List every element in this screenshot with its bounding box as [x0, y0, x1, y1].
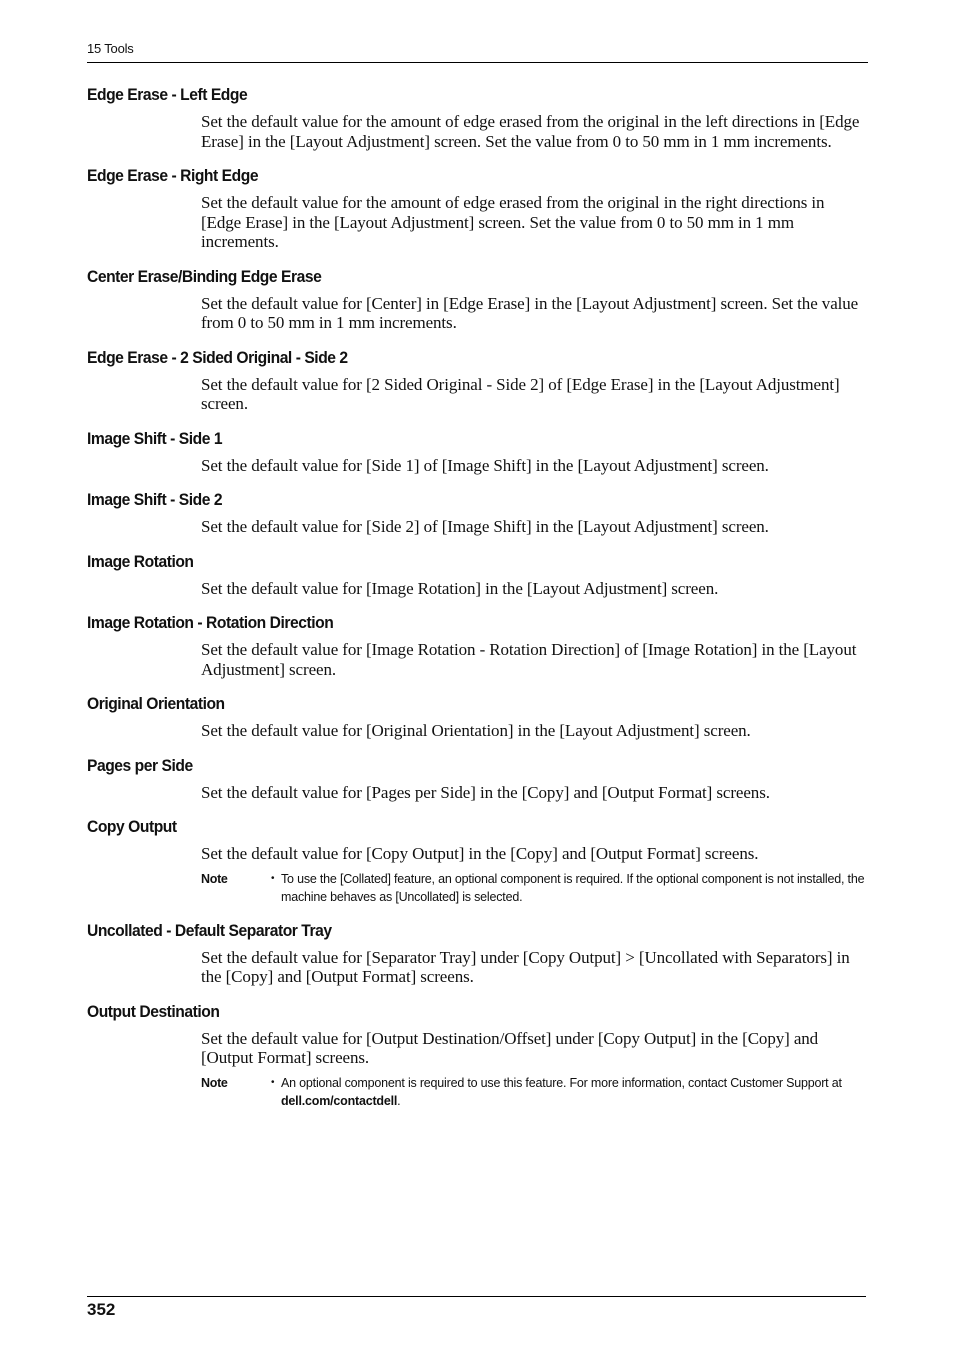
bullet-icon: • — [271, 1076, 275, 1088]
section-body: Set the default value for [Original Orientation] in the [Layout Adjustment] screen. — [201, 721, 751, 740]
section-edge-erase-left-edge — [87, 84, 868, 151]
section-uncollated-separator-tray — [87, 920, 868, 987]
note-text-end: . — [397, 1093, 401, 1108]
section-heading: Pages per Side — [87, 755, 193, 775]
section-center-erase — [87, 266, 868, 333]
section-edge-erase-2-sided — [87, 347, 868, 414]
note-label: Note — [201, 1075, 228, 1090]
section-heading: Image Shift - Side 1 — [87, 428, 223, 448]
section-heading: Copy Output — [87, 817, 177, 836]
section-heading: Image Shift - Side 2 — [87, 490, 223, 509]
section-heading: Edge Erase - Left Edge — [87, 85, 248, 104]
section-body: Set the default value for [Separator Tray] under [Copy Output] > [Uncollated with Separators] in the [Copy] and [Output Format] screens. — [201, 947, 850, 986]
section-heading: Image Rotation — [87, 551, 194, 571]
section-pages-per-side — [87, 755, 868, 803]
section-body: Set the default value for [Center] in [Edge Erase] in the [Layout Adjustment] screen. Set the value from 0 to 50 mm in 1 mm increments. — [201, 293, 859, 332]
section-heading: Output Destination — [87, 1001, 220, 1021]
page-number: 352 — [87, 1300, 116, 1319]
note-text: To use the [Collated] feature, an optional component is required. If the optional component is not installed, the machine behaves as [Uncollated] is selected. — [281, 871, 865, 904]
section-image-shift-side-1 — [87, 428, 868, 476]
contact-link[interactable]: dell.com/contactdell — [281, 1093, 398, 1108]
note-text: An optional component is required to use this feature. For more information, contact Customer Support at — [281, 1075, 842, 1090]
note — [201, 870, 868, 906]
section-heading: Center Erase/Binding Edge Erase — [87, 266, 322, 286]
section-image-rotation — [87, 551, 868, 599]
running-header — [87, 40, 868, 63]
page-content — [87, 84, 868, 1124]
section-body: Set the default value for [2 Sided Original - Side 2] of [Edge Erase] in the [Layout Adjustment] screen. — [201, 374, 840, 413]
section-rotation-direction — [87, 612, 868, 679]
note-body — [271, 870, 868, 906]
note-label: Note — [201, 871, 228, 886]
section-original-orientation — [87, 693, 868, 741]
section-body: Set the default value for [Copy Output] in the [Copy] and [Output Format] screens. — [201, 844, 759, 863]
section-edge-erase-right-edge — [87, 165, 868, 252]
bullet-icon: • — [271, 872, 275, 884]
section-heading: Image Rotation - Rotation Direction — [87, 613, 334, 632]
note-text-wrap — [281, 1074, 868, 1110]
section-body: Set the default value for the amount of edge erased from the original in the left directions in [Edge Erase] in the [Layout Adjustment] screen. Set the value from 0 to 50 mm in 1 mm increments. — [201, 112, 860, 151]
section-heading: Edge Erase - Right Edge — [87, 166, 259, 185]
section-output-destination — [87, 1001, 868, 1110]
section-heading: Uncollated - Default Separator Tray — [87, 920, 332, 940]
section-body: Set the default value for [Pages per Side] in the [Copy] and [Output Format] screens. — [201, 782, 770, 802]
chapter-title: 15 Tools — [87, 41, 134, 56]
section-heading: Edge Erase - 2 Sided Original - Side 2 — [87, 347, 348, 367]
section-body: Set the default value for [Image Rotation - Rotation Direction] of [Image Rotation] in the [Layout Adjustment] screen. — [201, 640, 857, 679]
section-body: Set the default value for [Side 1] of [Image Shift] in the [Layout Adjustment] screen. — [201, 455, 769, 475]
section-copy-output — [87, 816, 868, 906]
section-body: Set the default value for [Image Rotation] in the [Layout Adjustment] screen. — [201, 578, 719, 598]
running-footer — [87, 1296, 866, 1321]
section-heading: Original Orientation — [87, 694, 225, 713]
note-body — [271, 1074, 868, 1110]
section-body: Set the default value for [Side 2] of [Image Shift] in the [Layout Adjustment] screen. — [201, 517, 769, 536]
note — [201, 1074, 868, 1110]
section-image-shift-side-2 — [87, 489, 868, 537]
section-body: Set the default value for the amount of edge erased from the original in the right directions in [Edge Erase] in the [Layout Adjustment] screen. Set the value from 0 to 50 mm in 1 mm increments. — [201, 193, 825, 251]
section-body: Set the default value for [Output Destination/Offset] under [Copy Output] in the [Copy] and [Output Format] screens. — [201, 1028, 819, 1067]
